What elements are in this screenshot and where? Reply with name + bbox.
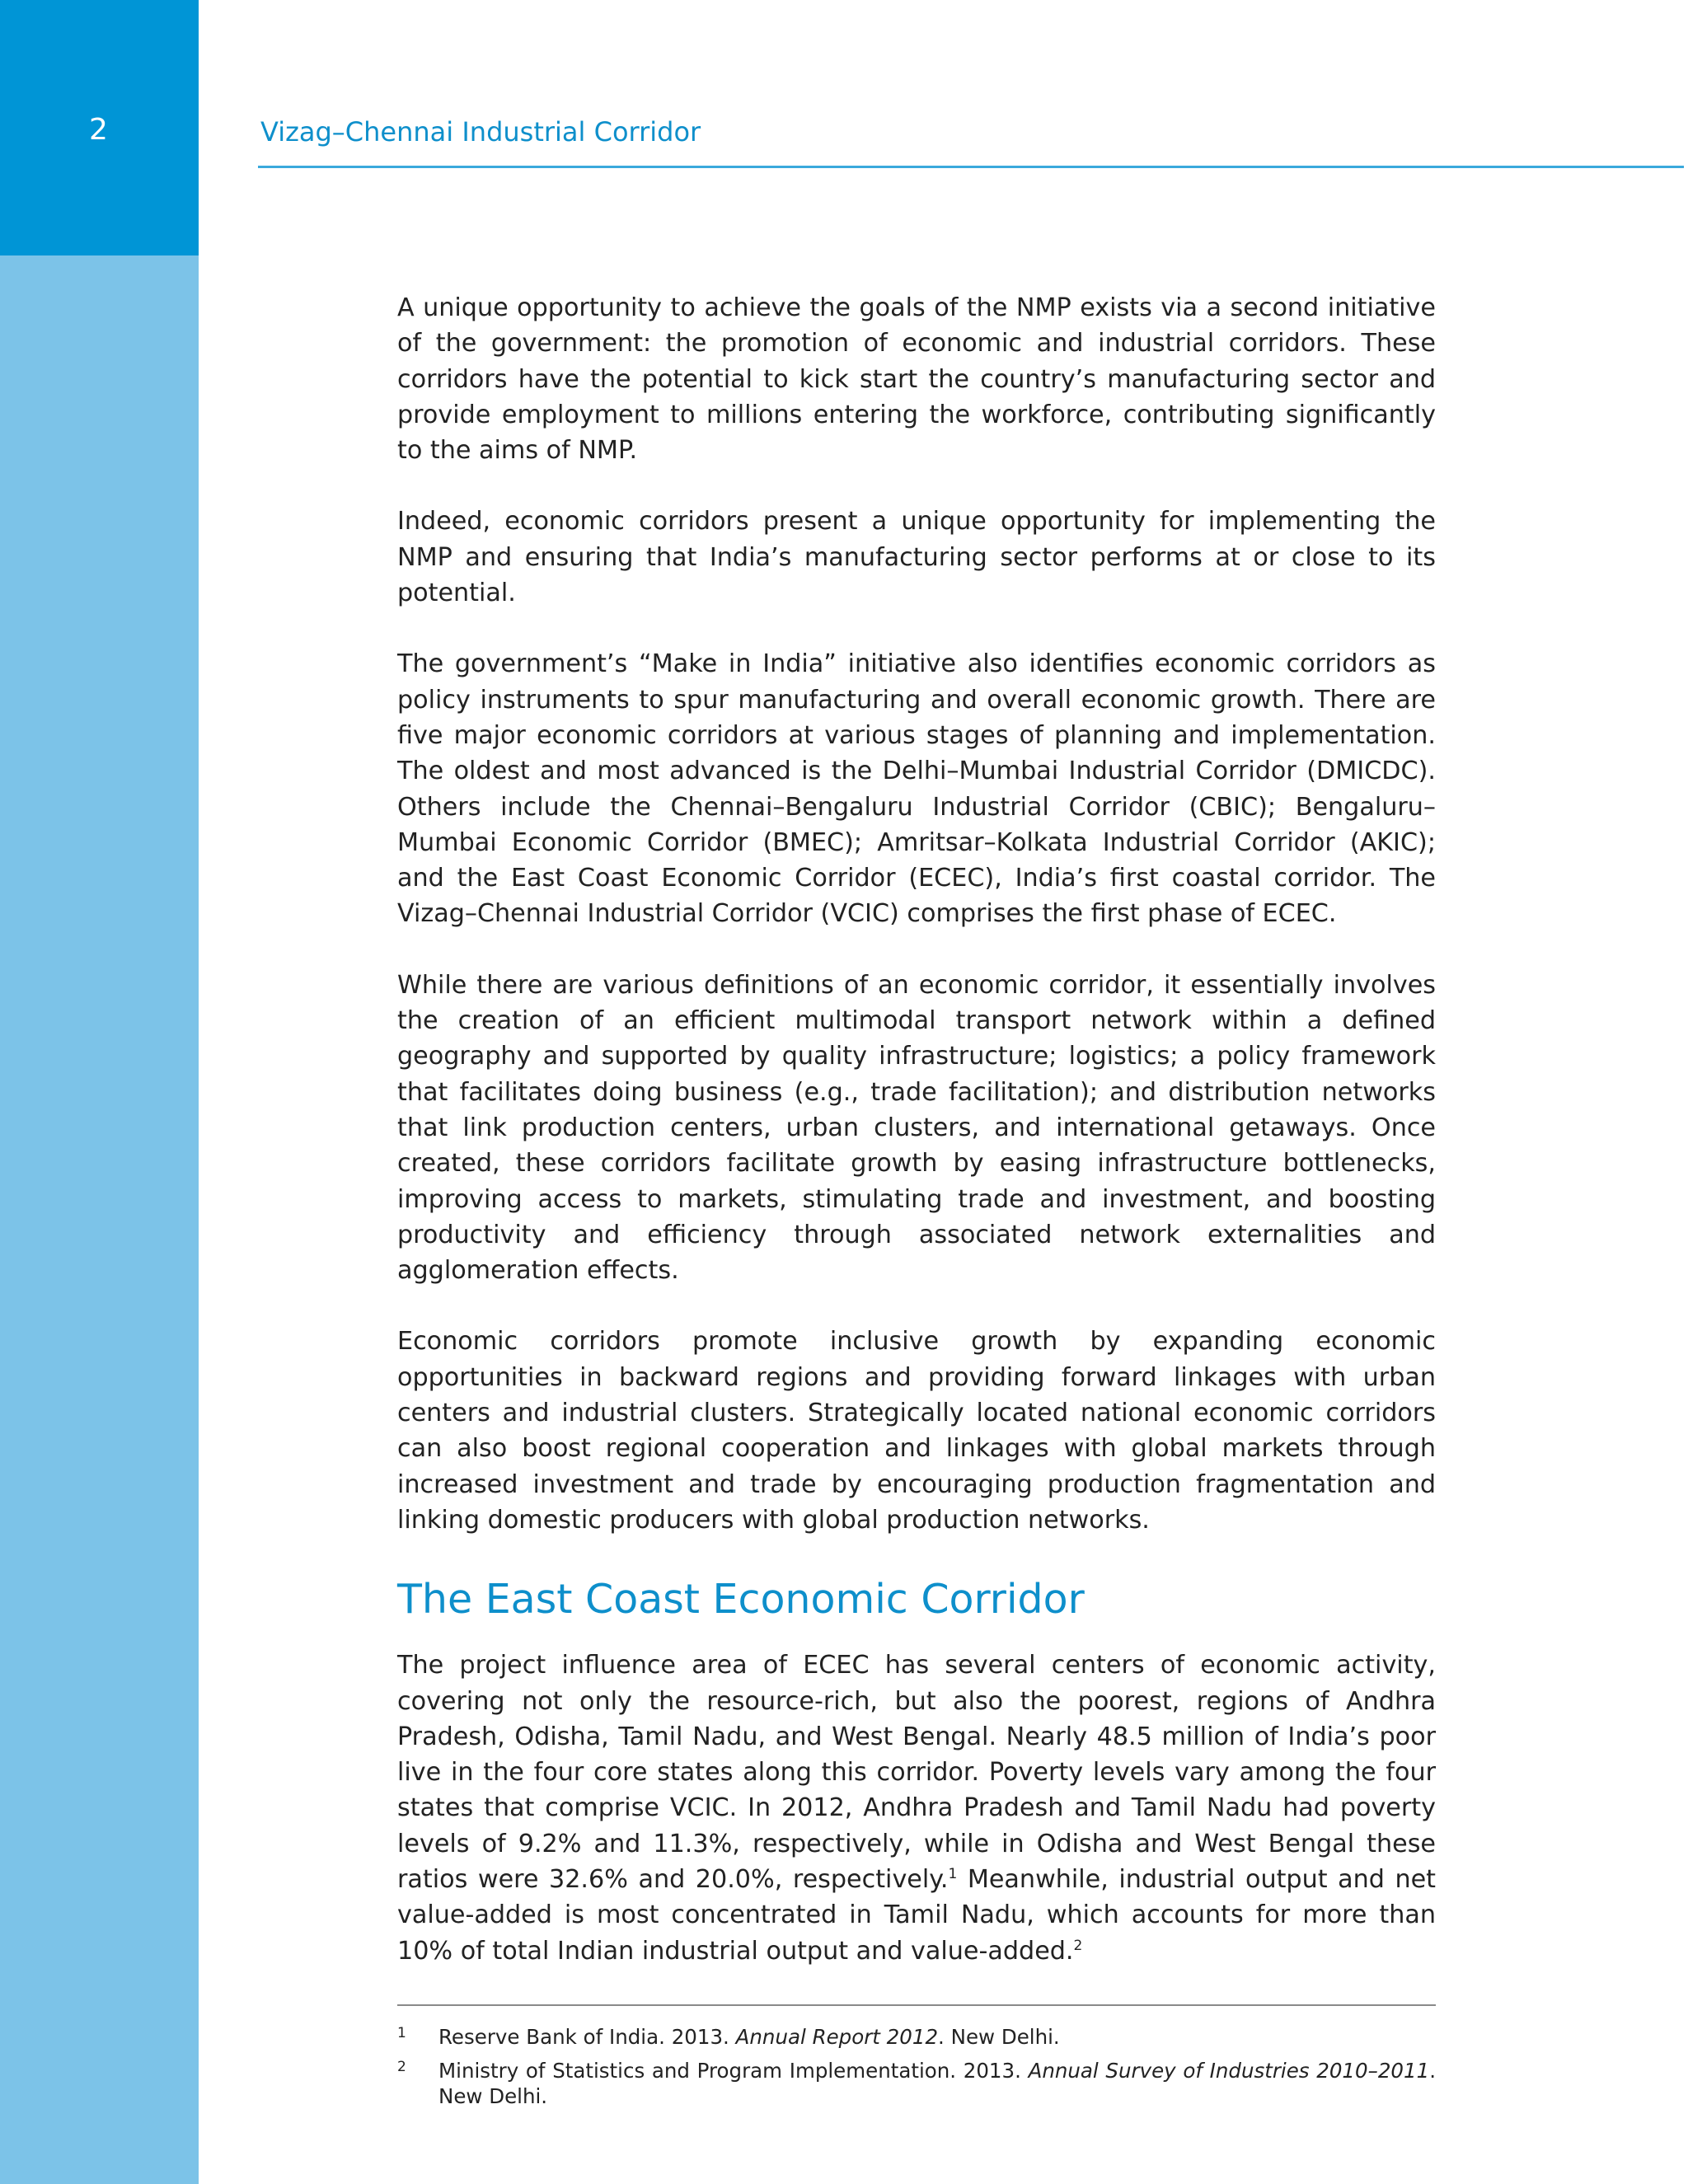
body-paragraph-4: While there are various definitions of an economic corridor, it essentially involves the creation of an efficient multimodal transport network within a defined geography and supported by quality infrastructure; logistics; a policy framework that facilitates doing business (e.g., trade facilitation); and distribution networks that link production centers, urban clusters, and international getaways. Once created, these corridors facilitate growth by easing infrastructure bottlenecks, improving access to markets, stimulating trade and investment, and boosting productivity and efficiency through associated network externalities and agglomeration effects. — [397, 970, 1436, 1286]
section-heading: The East Coast Economic Corridor — [397, 1576, 1085, 1624]
footnote-divider — [397, 2004, 1436, 2006]
page-content — [397, 290, 1436, 2117]
sidebar-band — [0, 0, 199, 2184]
footnote-title: Annual Report 2012 — [735, 2024, 939, 2049]
body-paragraph-2: Indeed, economic corridors present a unique opportunity for implementing the NMP and ensuring that India’s manufacturing sector performs at or close to its potential. — [397, 507, 1436, 608]
footnote-marker: 2 — [397, 2058, 406, 2075]
footnote-marker: 1 — [397, 2024, 406, 2041]
section-paragraph-text-2: Meanwhile, industrial output and net value-added is most concentrated in Tamil Nadu, which accounts for more than 10% of total Indian industrial output and value-added. — [397, 1864, 1436, 1966]
footnote-text: Ministry of Statistics and Program Implementation. 2013. — [438, 2058, 1029, 2083]
footnote-1 — [397, 2024, 1436, 2050]
header-rule — [258, 166, 1684, 168]
body-paragraph-5: Economic corridors promote inclusive growth by expanding economic opportunities in backward regions and providing forward linkages with urban centers and industrial clusters. Strategically located national economic corridors can also boost regional cooperation and linkages with global markets through increased investment and trade by encouraging production fragmentation and linking domestic producers with global production networks. — [397, 1327, 1436, 1535]
body-paragraph-3: The government’s “Make in India” initiative also identifies economic corridors as policy instruments to spur manufacturing and overall economic growth. There are five major economic corridors at various stages of planning and implementation. The oldest and most advanced is the Delhi–Mumbai Industrial Corridor (DMICDC). Others include the Chennai–Bengaluru Industrial Corridor (CBIC); Bengaluru–Mumbai Economic Corridor (BMEC); Amritsar–Kolkata Industrial Corridor (AKIC); and the East Coast Economic Corridor (ECEC), India’s first coastal corridor. The Vizag–Chennai Industrial Corridor (VCIC) comprises the first phase of ECEC. — [397, 649, 1436, 929]
footnote-ref-2: 2 — [1073, 1937, 1083, 1954]
body-paragraph-1: A unique opportunity to achieve the goals of the NMP exists via a second initiative of the government: the promotion of economic and industrial corridors. These corridors have the potential to kick start the country’s manufacturing sector and provide employment to millions entering the workforce, contributing significantly to the aims of NMP. — [397, 293, 1436, 466]
page-number: 2 — [89, 113, 108, 147]
footnote-text-end: . New Delhi. — [438, 2058, 1436, 2108]
running-header-title: Vizag–Chennai Industrial Corridor — [260, 116, 701, 148]
footnote-text-end: . New Delhi. — [938, 2024, 1060, 2049]
footnote-text: Reserve Bank of India. 2013. — [438, 2024, 736, 2049]
footnote-title: Annual Survey of Industries 2010–2011 — [1028, 2058, 1430, 2083]
section-paragraph — [397, 1647, 1436, 1969]
footnote-2 — [397, 2058, 1436, 2109]
section-paragraph-text-1: The project influence area of ECEC has several centers of economic activity, covering not only the resource-rich, but also the poorest, regions of Andhra Pradesh, Odisha, Tamil Nadu, and West Bengal. Nearly 48.5 million of India’s poor live in the four core states along this corridor. Poverty levels vary among the four states that comprise VCIC. In 2012, Andhra Pradesh and Tamil Nadu had poverty levels of 9.2% and 11.3%, respectively, while in Odisha and West Bengal these ratios were 32.6% and 20.0%, respectively. — [397, 1651, 1436, 1894]
footnote-ref-1: 1 — [948, 1865, 958, 1882]
